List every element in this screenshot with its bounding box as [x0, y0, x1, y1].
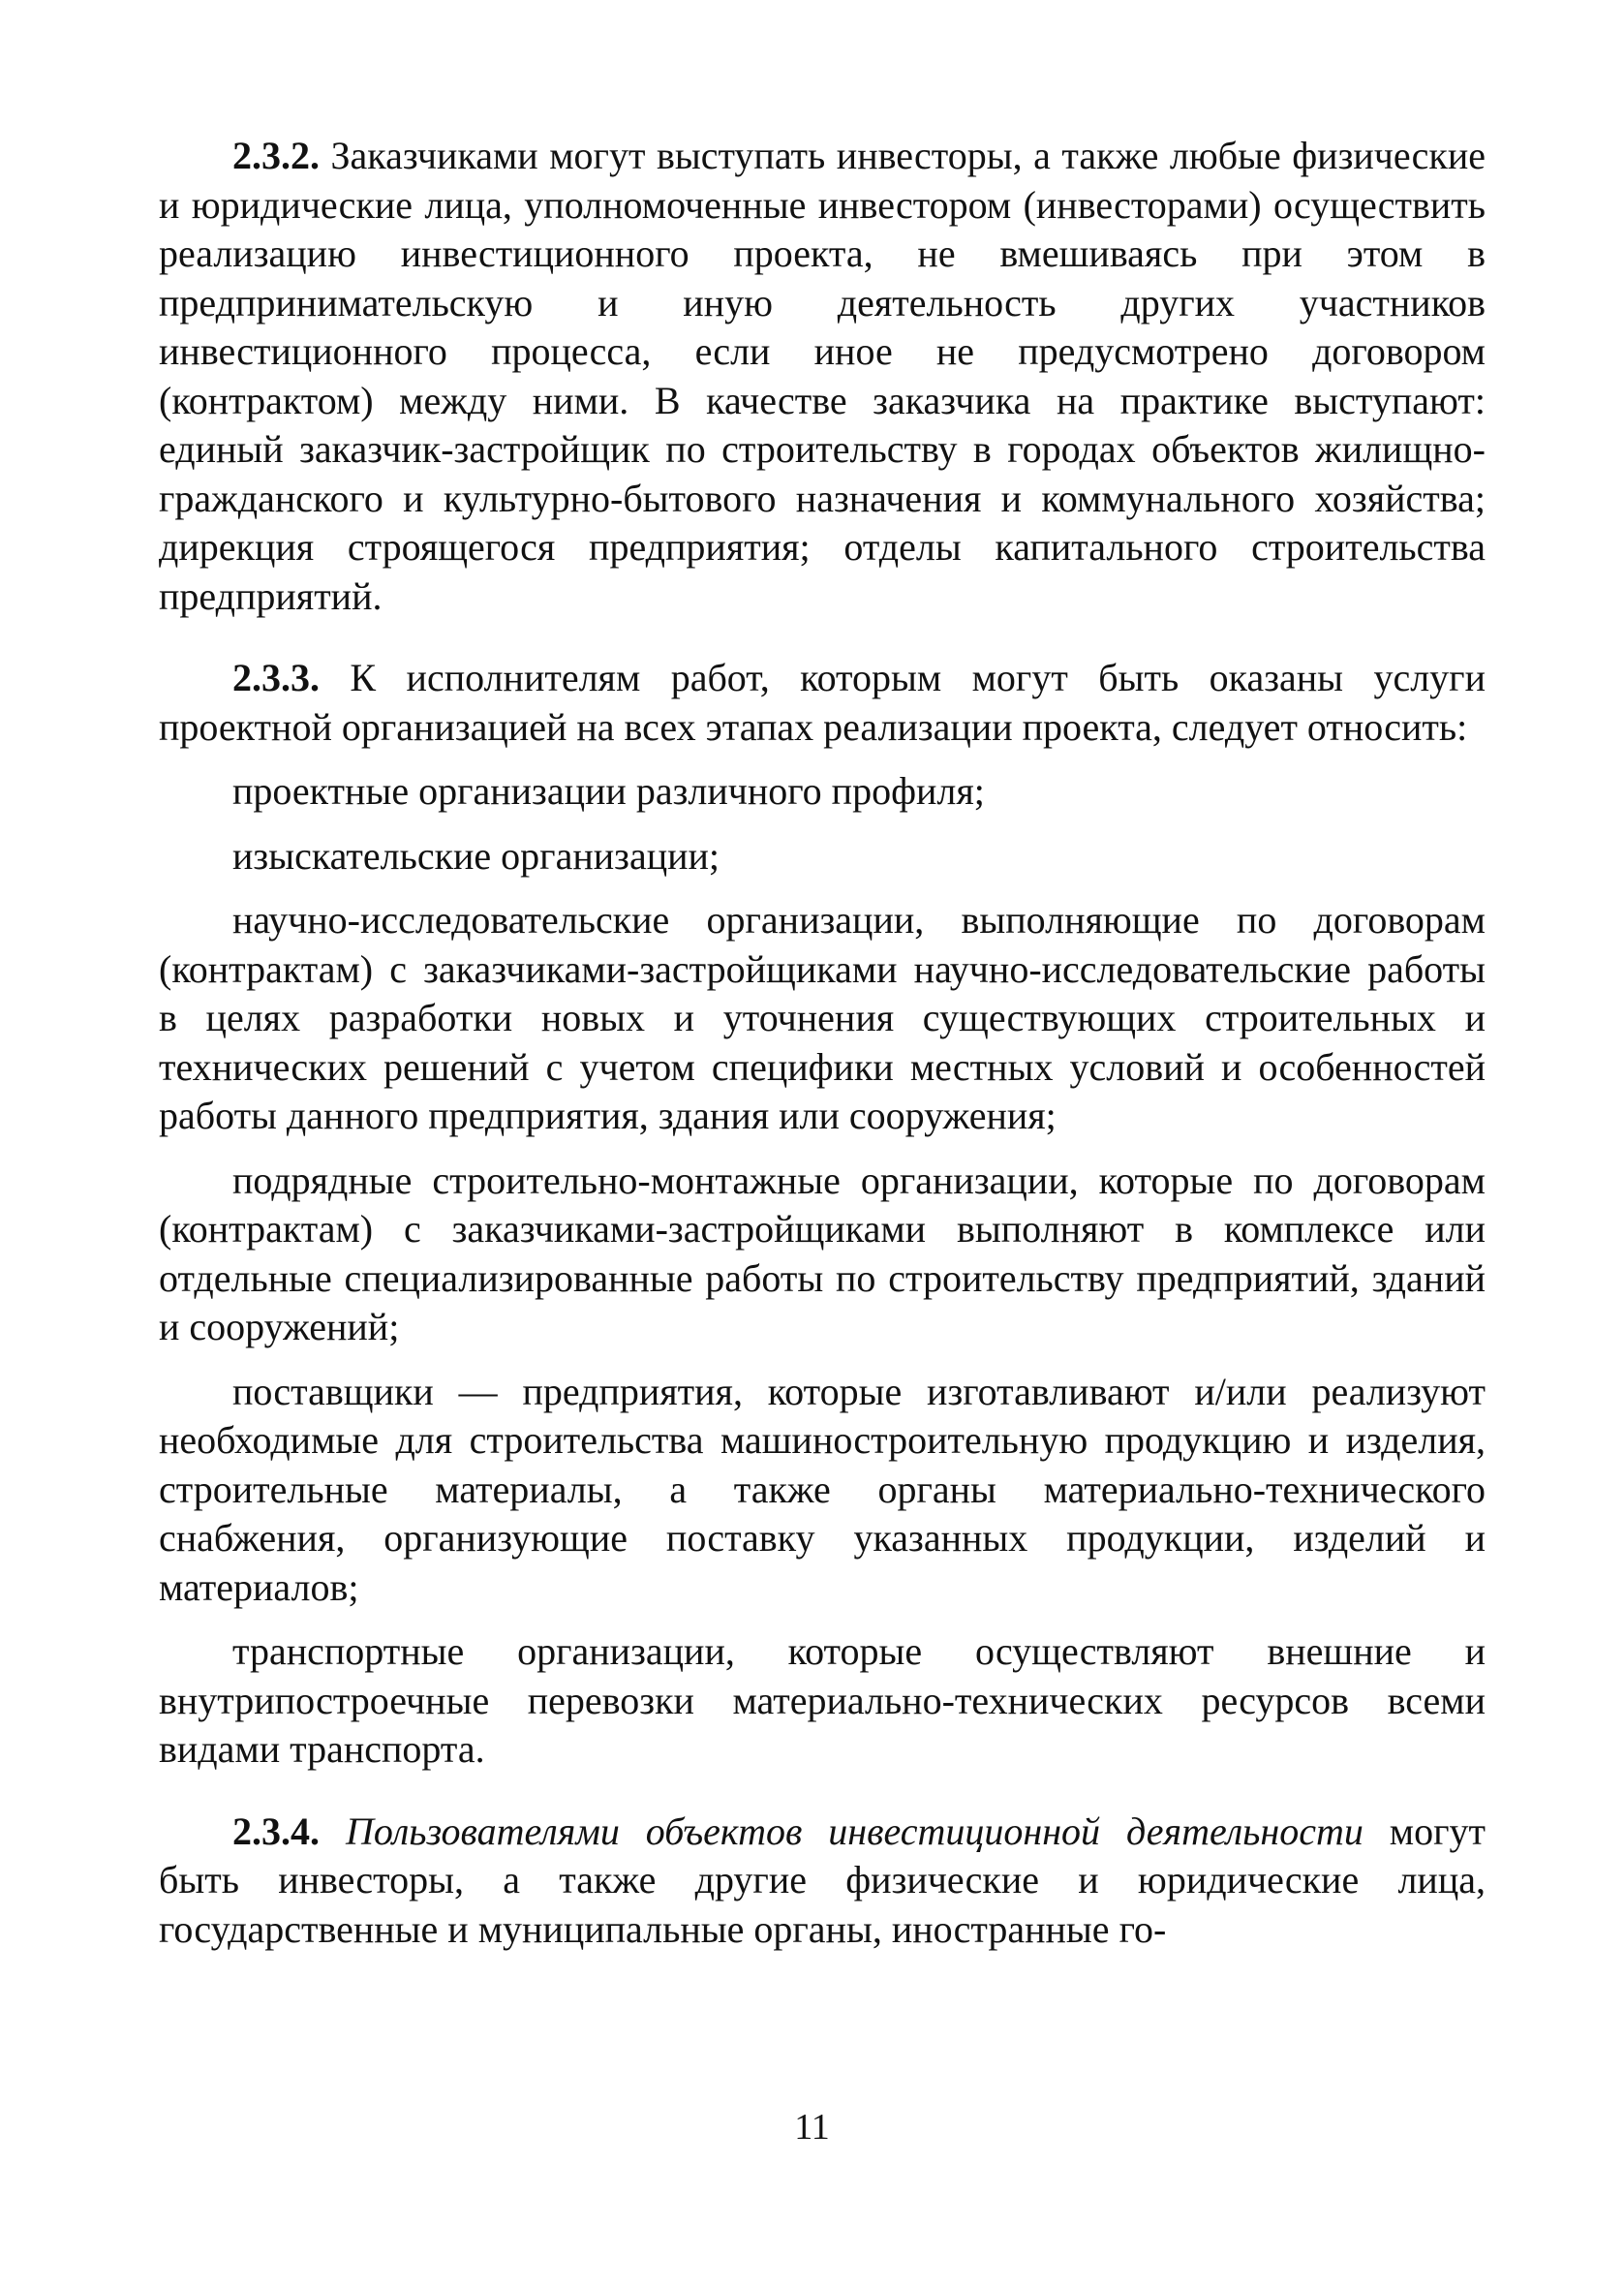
page-number: 11: [794, 2107, 830, 2148]
section-number: 2.3.2.: [232, 134, 320, 177]
list-item-survey-orgs: [159, 832, 1486, 881]
paragraph-text: изыскательские организации;: [232, 833, 720, 878]
list-item-contractor-orgs: [159, 1157, 1486, 1352]
paragraph-text: проектные организации различного профиля;: [232, 769, 985, 813]
paragraph-text: научно-исследовательские организации, выполняющие по договорам (контрактам) с заказчиками-застройщиками научно-исследовательские работы в целях разработки новых и уточнения существующих строительных и технических решений с учетом специфики местных условий и особенностей работы данного предприятия, здания или сооружения;: [159, 898, 1486, 1137]
paragraph-text: транспортные организации, которые осуществляют внешние и внутрипостроечные перевозки материально-технических ресурсов всеми видами транспорта.: [159, 1629, 1486, 1771]
paragraph-2-3-4: [159, 1808, 1486, 1955]
section-number: 2.3.3.: [232, 656, 320, 699]
paragraph-text: подрядные строительно-монтажные организации, которые по договорам (контрактам) с заказчиками-застройщиками выполняют в комплексе или отдельные специализированные работы по строительству предприятий, зданий и сооружений;: [159, 1158, 1486, 1348]
section-number: 2.3.4.: [232, 1809, 320, 1853]
paragraph-text: могут быть инвесторы, а также другие физические и юридические лица, государственные и муниципальные органы, иностранные го-: [159, 1809, 1486, 1951]
paragraph-text: Заказчиками могут выступать инвесторы, а также любые физические и юридические лица, уполномоченные инвестором (инвесторами) осуществить реализацию инвестиционного проекта, не вмешиваясь при этом в предпринимательскую и иную деятельность других участников инвестиционного процесса, если иное не предусмотрено договором (контрактом) между ними. В качестве заказчика на практике выступают: единый заказчик-застройщик по строительству в городах объектов жилищно-гражданского и культурно-бытового назначения и коммунального хозяйства; дирекция строящегося предприятия; отделы капитального строительства предприятий.: [159, 134, 1486, 618]
document-page: [159, 132, 1486, 1954]
paragraph-text: поставщики — предприятия, которые изготавливают и/или реализуют необходимые для строительства машиностроительную продукцию и изделия, строительные материалы, а также органы материально-технического снабжения, организующие поставку указанных продукции, изделий и материалов;: [159, 1369, 1486, 1609]
paragraph-2-3-3: [159, 654, 1486, 752]
list-item-design-orgs: [159, 767, 1486, 817]
list-item-research-orgs: [159, 896, 1486, 1141]
paragraph-2-3-2: [159, 132, 1486, 621]
emphasized-term: Пользователями объектов инвестиционной деятельности: [320, 1809, 1364, 1853]
paragraph-text: К исполнителям работ, которым могут быть оказаны услуги проектной организацией на всех этапах реализации проекта, следует относить:: [159, 656, 1486, 749]
list-item-transport-orgs: [159, 1627, 1486, 1775]
list-item-suppliers: [159, 1368, 1486, 1613]
